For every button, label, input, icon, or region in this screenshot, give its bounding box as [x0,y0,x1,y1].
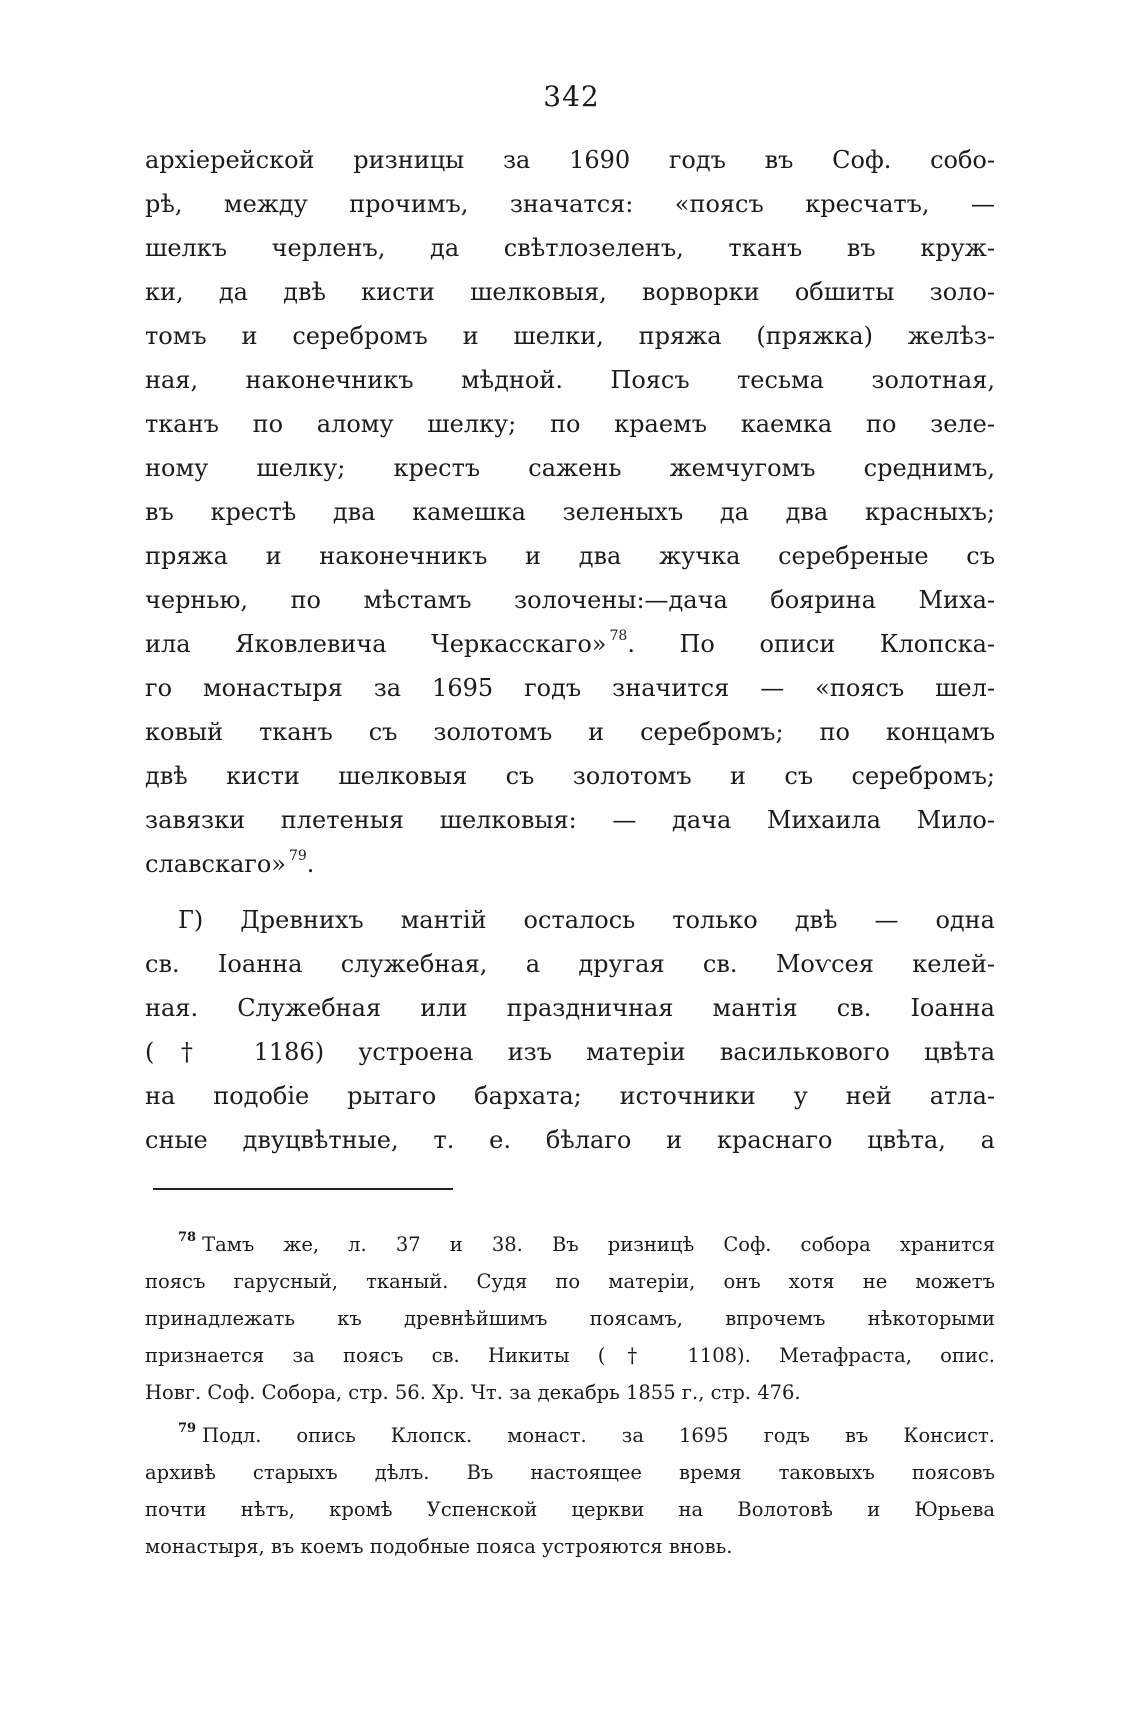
text-line: ная, наконечникъ мѣдной. Поясъ тесьма золотная, [145,366,995,394]
text-line: ному шелку; крестъ сажень жемчугомъ среднимъ, [145,454,995,482]
footnote-number: 79 [178,1421,197,1436]
body-text [145,138,995,1162]
text-line: чернью, по мѣстамъ золочены:—дача боярина Миха- [145,586,995,614]
footnote-line: почти нѣтъ, кромѣ Успенской церкви на Волотовѣ и Юрьева [145,1498,995,1521]
text-segment: . По описи Клопска- [627,630,996,658]
footnote-divider [153,1188,453,1190]
footnote-line [145,1417,995,1454]
text-line: св. Іоанна служебная, а другая св. Моѵсея келей- [145,950,995,978]
footnote-text: Тамъ же, л. 37 и 38. Въ ризницѣ Соф. собора хранится [202,1233,995,1256]
text-line: ковый тканъ съ золотомъ и серебромъ; по концамъ [145,718,995,746]
footnote-ref-78[interactable]: 78 [609,628,628,644]
footnote-line: поясъ гарусный, тканый. Судя по матеріи, онъ хотя не можетъ [145,1270,995,1293]
page-number: 342 [543,80,600,113]
footnote-line: Новг. Соф. Собора, стр. 56. Хр. Чт. за декабрь 1855 г., стр. 476. [145,1381,801,1404]
footnote-ref-79[interactable]: 79 [288,848,307,864]
footnote-line: принадлежать къ древнѣйшимъ поясамъ, впрочемъ нѣкоторыми [145,1307,995,1330]
text-line: двѣ кисти шелковыя съ золотомъ и съ серебромъ; [145,762,995,790]
text-line: завязки плетеныя шелковыя: — дача Михаила Мило- [145,806,995,834]
text-segment: . [306,850,315,878]
footnote-text: Подл. опись Клопск. монаст. за 1695 годъ въ Консист. [202,1424,995,1447]
text-line: ки, да двѣ кисти шелковыя, ворворки обшиты золо- [145,278,995,306]
text-line: Г) Древнихъ мантій осталось только двѣ — одна [178,906,995,934]
text-line [145,622,995,666]
footnote-line: архивѣ старыхъ дѣлъ. Въ настоящее время таковыхъ поясовъ [145,1461,995,1484]
footnote-line [145,1226,995,1263]
text-line: го монастыря за 1695 годъ значится — «поясъ шел- [145,674,995,702]
text-segment: славскаго» [145,850,286,878]
text-line: архіерейской ризницы за 1690 годъ въ Соф. собо- [145,146,995,174]
text-line [145,842,995,886]
footnotes [145,1226,995,1565]
text-line: тканъ по алому шелку; по краемъ каемка по зеле- [145,410,995,438]
text-line: († 1186) устроена изъ матеріи василькового цвѣта [145,1038,995,1066]
text-segment: ила Яковлевича Черкасскаго» [145,630,607,658]
text-line: пряжа и наконечникъ и два жучка серебреные съ [145,542,995,570]
footnote-line: признается за поясъ св. Никиты († 1108). Метафраста, опис. [145,1344,995,1367]
text-line: шелкъ черленъ, да свѣтлозеленъ, тканъ въ круж- [145,234,995,262]
text-line: на подобіе рытаго бархата; источники у ней атла- [145,1082,995,1110]
footnote-line: монастыря, въ коемъ подобные пояса устрояются вновь. [145,1535,733,1558]
text-line: рѣ, между прочимъ, значатся: «поясъ кресчатъ, — [145,190,995,218]
text-line: ная. Служебная или праздничная мантія св. Іоанна [145,994,995,1022]
footnote-number: 78 [178,1230,197,1245]
text-line: томъ и серебромъ и шелки, пряжа (пряжка) желѣз- [145,322,995,350]
text-line: сные двуцвѣтные, т. е. бѣлаго и краснаго цвѣта, а [145,1126,995,1154]
text-line: въ крестѣ два камешка зеленыхъ да два красныхъ; [145,498,995,526]
